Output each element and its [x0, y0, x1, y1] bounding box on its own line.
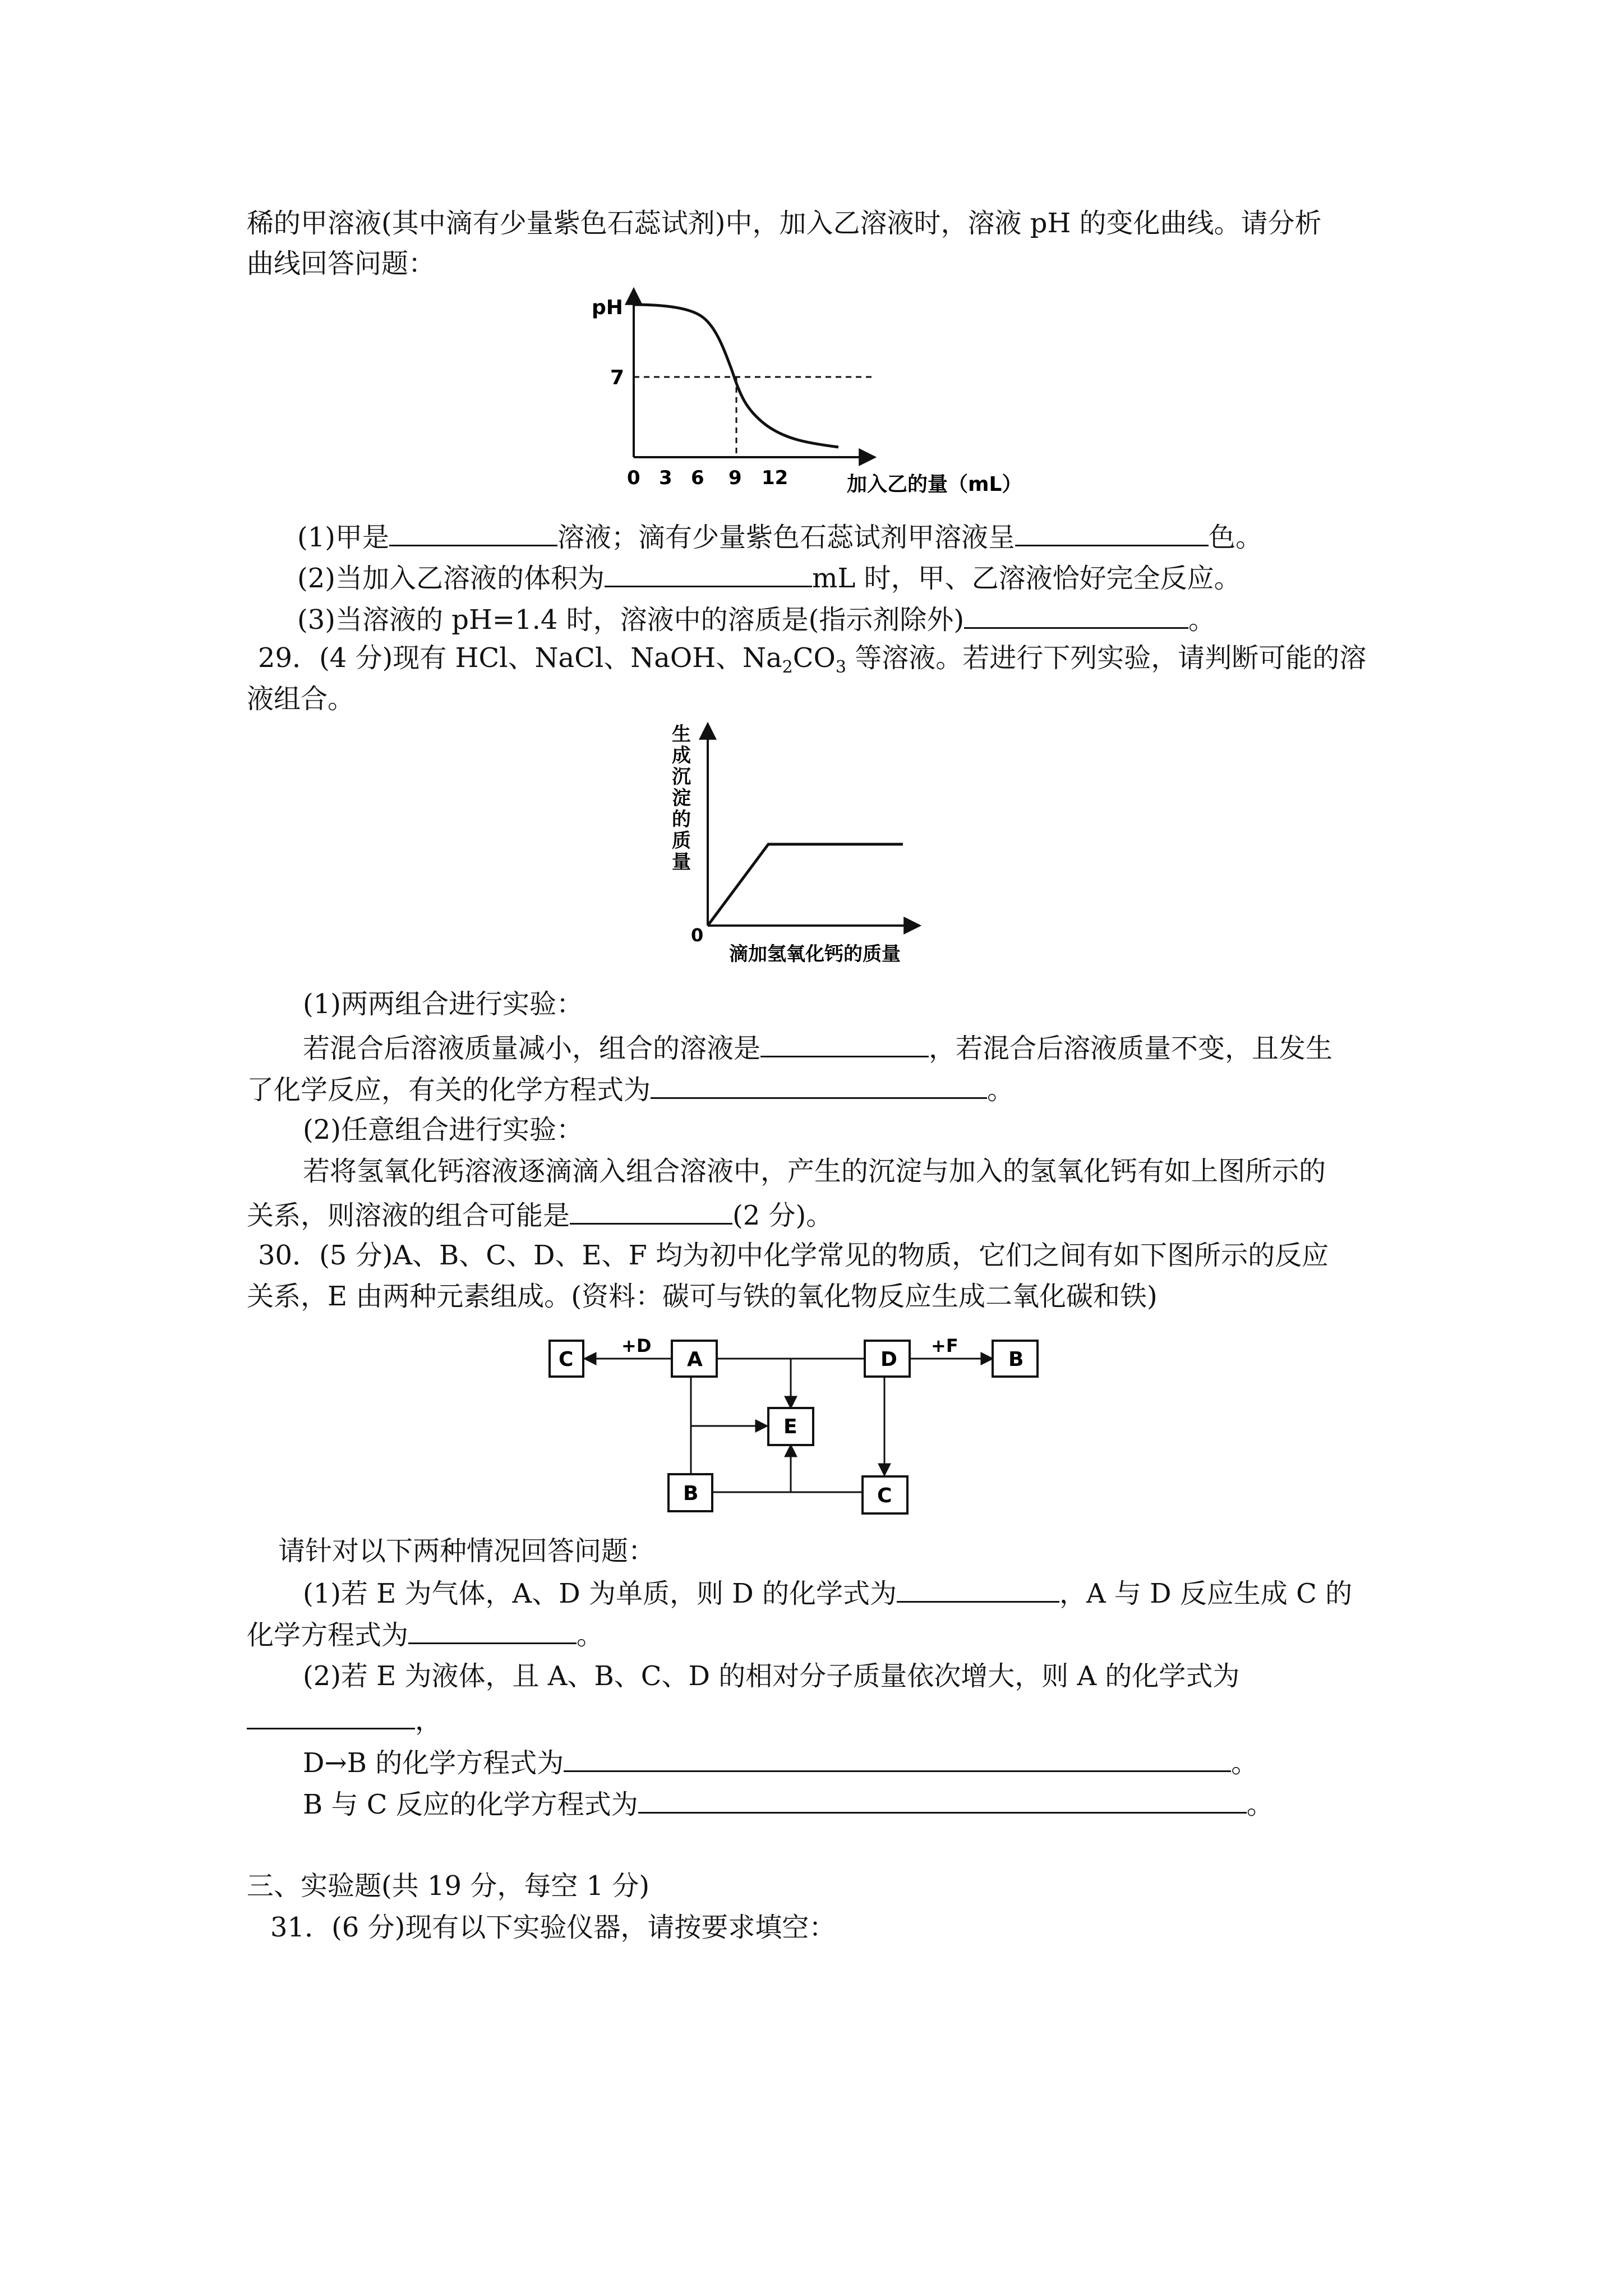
q28-blank-2[interactable] [1015, 519, 1209, 546]
q29-part1-line1: 若混合后溶液质量减小，组合的溶液是 ，若混合后溶液质量不变，且发生 [303, 1030, 1332, 1065]
precip-y-label-7: 量 [672, 851, 691, 873]
label-plus-f: +F [931, 1335, 958, 1356]
q29-part2-line1: 若将氢氧化钙溶液逐滴滴入组合溶液中，产生的沉淀与加入的氢氧化钙有如上图所示的 [303, 1156, 1326, 1187]
precipitate-chart [667, 718, 981, 976]
q28-blank-1[interactable] [389, 519, 557, 546]
box-c-bottom-label: C [877, 1484, 892, 1507]
q31-heading: 31．(6 分)现有以下实验仪器，请按要求填空： [270, 1912, 836, 1943]
q30-blank-2[interactable] [408, 1617, 577, 1644]
q29-blank-2[interactable] [651, 1071, 987, 1099]
intro-line-2: 曲线回答问题： [247, 248, 436, 279]
q29-part2-title: (2)任意组合进行实验： [303, 1114, 583, 1145]
precip-y-label-1: 生 [672, 723, 691, 746]
precip-y-label-5: 的 [672, 808, 691, 831]
ph-x-tick-6: 6 [691, 467, 704, 489]
label-plus-d: +D [621, 1335, 652, 1356]
precip-x-axis-label: 滴加氢氧化钙的质量 [729, 943, 901, 965]
q30-part1-line1: (1)若 E 为气体，A、D 为单质，则 D 的化学式为 ，A 与 D 反应生成 C 的 [303, 1575, 1352, 1611]
precip-y-label-2: 成 [672, 744, 691, 767]
q30-blank-5[interactable] [638, 1786, 1247, 1814]
ph-x-axis-label: 加入乙的量（mL） [847, 473, 1022, 496]
q29-part2-line2: 关系，则溶液的组合可能是 (2 分)。 [247, 1197, 833, 1232]
q28-blank-4[interactable] [964, 601, 1188, 629]
q30-part1-line2: 化学方程式为 。 [247, 1617, 603, 1652]
ph-curve [634, 305, 838, 447]
box-a-label: A [687, 1348, 703, 1371]
precip-y-label-4: 淀 [672, 787, 691, 809]
q28-blank-3[interactable] [605, 560, 812, 587]
section-3-title: 三、实验题(共 19 分，每空 1 分) [247, 1870, 650, 1902]
box-e-label: E [783, 1415, 797, 1438]
ph-y-tick-7: 7 [610, 366, 625, 389]
ph-x-tick-3: 3 [659, 467, 672, 489]
right-arrow-icon: → [324, 1747, 347, 1779]
q30-blank-1[interactable] [897, 1575, 1059, 1603]
q30-part2-line3: D→B 的化学方程式为 。 [303, 1745, 1258, 1780]
ph-y-axis-label: pH [592, 296, 623, 319]
q29-part1-title: (1)两两组合进行实验： [303, 988, 583, 1020]
precip-curve [708, 844, 903, 926]
q30-heading-1: 30．(5 分)A、B、C、D、E、F 均为初中化学常见的物质，它们之间有如下图所示的反应 [258, 1240, 1329, 1271]
q30-part2-line2: ， [247, 1702, 442, 1737]
q30-part2-line4: B 与 C 反应的化学方程式为 。 [303, 1786, 1274, 1821]
intro-line-1: 稀的甲溶液(其中滴有少量紫色石蕊试剂)中，加入乙溶液时，溶液 pH 的变化曲线。请分析 [247, 208, 1322, 239]
precip-y-label-3: 沉 [672, 766, 691, 788]
ph-x-tick-12: 12 [762, 467, 789, 489]
box-b-right-label: B [1008, 1348, 1024, 1371]
box-b-bottom-label: B [683, 1482, 699, 1505]
box-c-top-label: C [559, 1348, 574, 1371]
q30-part2-line1: (2)若 E 为液体，且 A、B、C、D 的相对分子质量依次增大，则 A 的化学式为 [303, 1660, 1240, 1692]
q29-blank-1[interactable] [760, 1030, 929, 1057]
q28-part3: (3)当溶液的 pH=1.4 时，溶液中的溶质是(指示剂除外) 。 [297, 601, 1215, 637]
ph-x-tick-0: 0 [627, 467, 640, 489]
q29-heading-2: 液组合。 [247, 683, 355, 715]
q29-heading-1: 29．(4 分)现有 HCl、NaCl、NaOH、$Na_2CO_3$ 等溶液。若进行下列实验，请判断可能的溶 [258, 642, 1367, 677]
q30-blank-3[interactable] [247, 1702, 415, 1729]
q30-blank-4[interactable] [564, 1745, 1231, 1772]
box-d-label: D [880, 1348, 897, 1371]
q29-blank-3[interactable] [570, 1197, 732, 1225]
precip-y-label-6: 质 [672, 830, 691, 852]
q28-part2: (2)当加入乙溶液的体积为 mL 时，甲、乙溶液恰好完全反应。 [297, 560, 1241, 595]
ph-x-tick-9: 9 [728, 467, 742, 489]
ph-curve-chart [583, 280, 1077, 505]
q29-part1-line2: 了化学反应，有关的化学方程式为 。 [247, 1071, 1014, 1107]
q28-part1: (1)甲是 溶液；滴有少量紫色石蕊试剂甲溶液呈 色。 [297, 519, 1262, 554]
q30-heading-2: 关系，E 由两种元素组成。(资料：碳可与铁的氧化物反应生成二氧化碳和铁) [247, 1281, 1158, 1312]
precip-origin: 0 [691, 924, 704, 946]
reaction-diagram [538, 1329, 1054, 1531]
q30-prompt: 请针对以下两种情况回答问题： [278, 1535, 656, 1567]
